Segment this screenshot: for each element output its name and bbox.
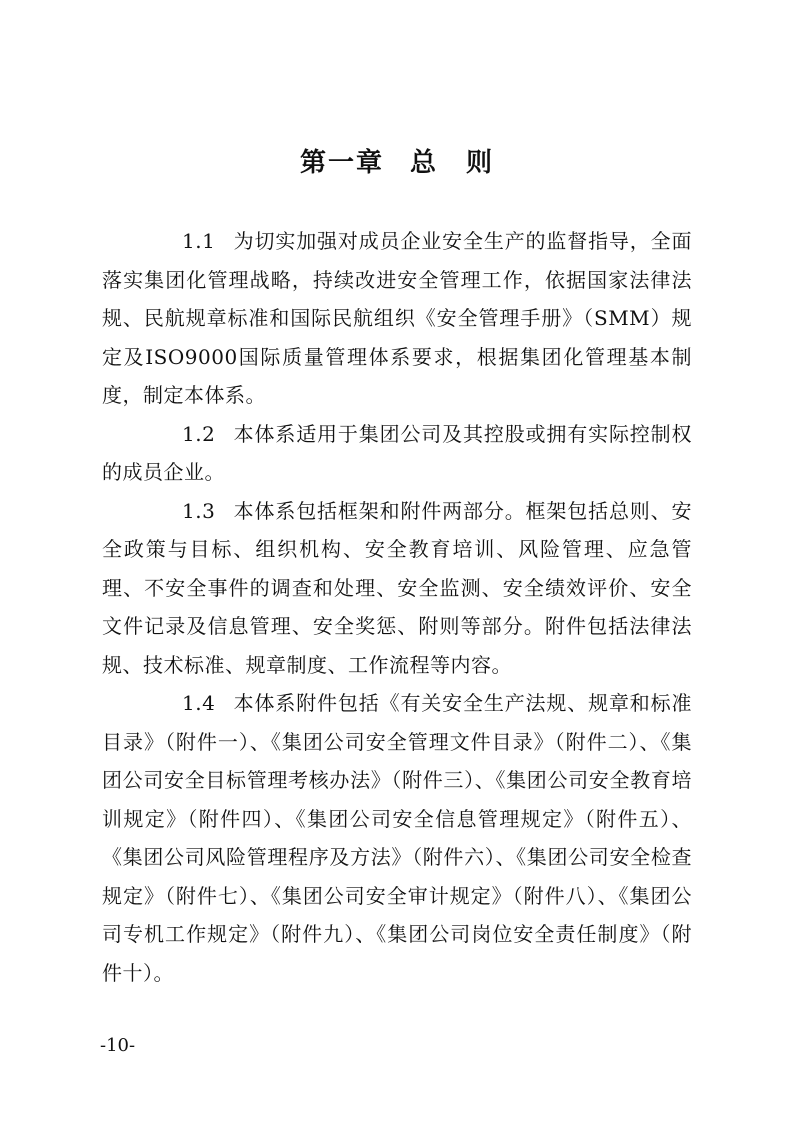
section-1-1 (102, 222, 692, 415)
section-1-3 (102, 492, 692, 685)
section-number: 1.3 (182, 498, 216, 523)
chapter-title (0, 143, 794, 183)
section-1-4 (102, 684, 692, 992)
section-number: 1.2 (182, 421, 216, 446)
section-text: 为切实加强对成员企业安全生产的监督指导，全面落实集团化管理战略，持续改进安全管理工作，依据国家法律法规、民航规章标准和国际民航组织《安全管理手册》（SMM）规定及ISO9000国际质量管理体系要求，根据集团化管理基本制度，制定本体系。 (102, 229, 692, 407)
section-text: 本体系附件包括《有关安全生产法规、规章和标准目录》（附件一）、《集团公司安全管理文件目录》（附件二）、《集团公司安全目标管理考核办法》（附件三）、《集团公司安全教育培训规定》（附件四）、《集团公司安全信息管理规定》（附件五）、《集团公司风险管理程序及方法》（附件六）、《集团公司安全检查规定》（附件七）、《集团公司安全审计规定》（附件八）、《集团公司专机工作规定》（附件九）、《集团公司岗位安全责任制度》（附件十）。 (102, 691, 692, 985)
section-text: 本体系包括框架和附件两部分。框架包括总则、安全政策与目标、组织机构、安全教育培训、风险管理、应急管理、不安全事件的调查和处理、安全监测、安全绩效评价、安全文件记录及信息管理、安全奖惩、附则等部分。附件包括法律法规、技术标准、规章制度、工作流程等内容。 (102, 498, 692, 677)
section-number: 1.1 (182, 229, 216, 253)
chapter-label: 第一章 (299, 148, 384, 178)
chapter-name: 总 则 (410, 148, 495, 178)
section-text: 本体系适用于集团公司及其控股或拥有实际控制权的成员企业。 (102, 421, 692, 484)
body-text (102, 222, 692, 992)
page-number: -10- (100, 1035, 136, 1056)
section-1-2 (102, 415, 692, 492)
section-number: 1.4 (182, 691, 216, 715)
